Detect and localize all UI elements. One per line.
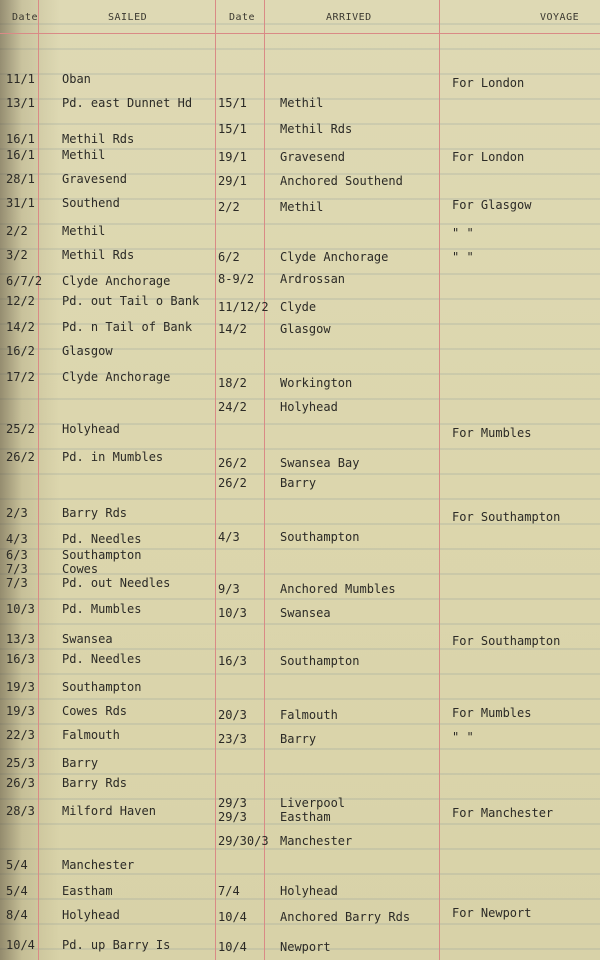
sailed-place: Holyhead bbox=[62, 908, 120, 922]
sailed-date: 5/4 bbox=[6, 858, 28, 872]
sailed-place: Methil bbox=[62, 224, 106, 238]
sailed-place: Barry Rds bbox=[62, 776, 128, 790]
arrived-place: Barry bbox=[280, 732, 317, 746]
sailed-date: 13/3 bbox=[6, 632, 35, 646]
sailed-place: Pd. out Needles bbox=[62, 576, 171, 590]
arrived-date: 10/4 bbox=[218, 910, 247, 924]
sailed-date: 6/3 bbox=[6, 548, 28, 562]
sailed-date: 7/3 bbox=[6, 562, 28, 576]
sailed-date: 16/3 bbox=[6, 652, 35, 666]
sailed-place: Barry Rds bbox=[62, 506, 128, 520]
sailed-date: 2/2 bbox=[6, 224, 28, 238]
sailed-place: Gravesend bbox=[62, 172, 128, 186]
arrived-date: 23/3 bbox=[218, 732, 247, 746]
sailed-place: Eastham bbox=[62, 884, 113, 898]
arrived-place: Barry bbox=[280, 476, 317, 490]
arrived-date: 29/3 bbox=[218, 810, 247, 824]
arrived-place: Holyhead bbox=[280, 884, 338, 898]
sailed-date: 16/1 bbox=[6, 132, 35, 146]
arrived-place: Manchester bbox=[280, 834, 353, 848]
arrived-date: 7/4 bbox=[218, 884, 240, 898]
arrived-place: Holyhead bbox=[280, 400, 338, 414]
sailed-date: 8/4 bbox=[6, 908, 28, 922]
header-rule bbox=[0, 33, 600, 34]
arrived-date: 15/1 bbox=[218, 96, 247, 110]
sailed-place: Pd. up Barry Is bbox=[62, 938, 171, 952]
sailed-date: 17/2 bbox=[6, 370, 35, 384]
sailed-date: 19/3 bbox=[6, 680, 35, 694]
voyage-note: For Manchester bbox=[452, 806, 554, 820]
sailed-date: 6/7/2 bbox=[6, 274, 43, 288]
voyage-note: " " bbox=[452, 250, 474, 264]
arrived-place: Workington bbox=[280, 376, 353, 390]
arrived-date: 16/3 bbox=[218, 654, 247, 668]
arrived-date: 20/3 bbox=[218, 708, 247, 722]
arrived-place: Anchored Barry Rds bbox=[280, 910, 411, 924]
arrived-place: Southampton bbox=[280, 530, 360, 544]
arrived-place: Gravesend bbox=[280, 150, 346, 164]
voyage-note: " " bbox=[452, 730, 474, 744]
sailed-date: 31/1 bbox=[6, 196, 35, 210]
sailed-place: Manchester bbox=[62, 858, 135, 872]
arrived-date: 10/3 bbox=[218, 606, 247, 620]
arrived-date: 26/2 bbox=[218, 456, 247, 470]
sailed-place: Pd. out Tail o Bank bbox=[62, 294, 200, 308]
sailed-place: Southampton bbox=[62, 680, 142, 694]
sailed-place: Pd. east Dunnet Hd bbox=[62, 96, 193, 110]
arrived-column-rule bbox=[439, 0, 440, 960]
arrived-place: Falmouth bbox=[280, 708, 338, 722]
sailed-place: Methil Rds bbox=[62, 248, 135, 262]
sailed-place: Pd. Needles bbox=[62, 532, 142, 546]
sailed-place: Oban bbox=[62, 72, 91, 86]
sailed-place: Methil bbox=[62, 148, 106, 162]
sailed-date: 5/4 bbox=[6, 884, 28, 898]
sailed-date: 26/3 bbox=[6, 776, 35, 790]
arrived-place: Clyde bbox=[280, 300, 317, 314]
sailed-place: Southampton bbox=[62, 548, 142, 562]
header-date-arrived: Date bbox=[229, 12, 256, 23]
voyage-note: For Newport bbox=[452, 906, 532, 920]
arrived-date: 14/2 bbox=[218, 322, 247, 336]
sailed-date: 7/3 bbox=[6, 576, 28, 590]
arrived-place: Anchored Mumbles bbox=[280, 582, 396, 596]
sailed-date: 16/1 bbox=[6, 148, 35, 162]
arrived-place: Methil bbox=[280, 96, 324, 110]
voyage-note: " " bbox=[452, 226, 474, 240]
sailed-date: 25/2 bbox=[6, 422, 35, 436]
sailed-place: Cowes bbox=[62, 562, 99, 576]
arrived-place: Methil bbox=[280, 200, 324, 214]
arrived-place: Southampton bbox=[280, 654, 360, 668]
sailed-date: 25/3 bbox=[6, 756, 35, 770]
sailed-date: 10/3 bbox=[6, 602, 35, 616]
header-voyage: VOYAGE bbox=[540, 12, 580, 23]
arrived-date: 9/3 bbox=[218, 582, 240, 596]
sailed-place: Pd. in Mumbles bbox=[62, 450, 164, 464]
voyage-note: For Southampton bbox=[452, 634, 561, 648]
sailed-place: Cowes Rds bbox=[62, 704, 128, 718]
arrived-date: 19/1 bbox=[218, 150, 247, 164]
header-arrived: ARRIVED bbox=[326, 12, 372, 23]
sailed-date: 26/2 bbox=[6, 450, 35, 464]
arrived-date: 29/1 bbox=[218, 174, 247, 188]
arrived-place: Liverpool bbox=[280, 796, 346, 810]
sailed-date: 11/1 bbox=[6, 72, 35, 86]
arrived-date: 18/2 bbox=[218, 376, 247, 390]
sailed-date: 12/2 bbox=[6, 294, 35, 308]
arrived-date: 8-9/2 bbox=[218, 272, 255, 286]
arrived-date: 11/12/2 bbox=[218, 300, 269, 314]
arrived-place: Swansea Bay bbox=[280, 456, 360, 470]
arrived-place: Ardrossan bbox=[280, 272, 346, 286]
sailed-date: 3/2 bbox=[6, 248, 28, 262]
sailed-place: Pd. Mumbles bbox=[62, 602, 142, 616]
sailed-place: Barry bbox=[62, 756, 99, 770]
sailed-place: Glasgow bbox=[62, 344, 113, 358]
sailed-column-rule bbox=[215, 0, 216, 960]
arrived-date: 2/2 bbox=[218, 200, 240, 214]
sailed-place: Methil Rds bbox=[62, 132, 135, 146]
arrived-date: 15/1 bbox=[218, 122, 247, 136]
arrived-date: 26/2 bbox=[218, 476, 247, 490]
sailed-place: Clyde Anchorage bbox=[62, 274, 171, 288]
sailed-date: 4/3 bbox=[6, 532, 28, 546]
sailed-place: Southend bbox=[62, 196, 120, 210]
sailed-date: 16/2 bbox=[6, 344, 35, 358]
voyage-note: For Glasgow bbox=[452, 198, 532, 212]
voyage-note: For Mumbles bbox=[452, 706, 532, 720]
arrived-place: Glasgow bbox=[280, 322, 331, 336]
voyage-note: For Southampton bbox=[452, 510, 561, 524]
sailed-place: Falmouth bbox=[62, 728, 120, 742]
arrived-date: 10/4 bbox=[218, 940, 247, 954]
sailed-date: 28/3 bbox=[6, 804, 35, 818]
arrived-date: 29/3 bbox=[218, 796, 247, 810]
sailed-date: 2/3 bbox=[6, 506, 28, 520]
arrived-date: 4/3 bbox=[218, 530, 240, 544]
sailed-place: Pd. n Tail of Bank bbox=[62, 320, 193, 334]
date-column-rule bbox=[38, 0, 39, 960]
arrived-place: Methil Rds bbox=[280, 122, 353, 136]
arrived-date: 24/2 bbox=[218, 400, 247, 414]
sailed-place: Clyde Anchorage bbox=[62, 370, 171, 384]
sailed-date: 22/3 bbox=[6, 728, 35, 742]
arrived-place: Eastham bbox=[280, 810, 331, 824]
sailed-place: Pd. Needles bbox=[62, 652, 142, 666]
arrived-place: Swansea bbox=[280, 606, 331, 620]
voyage-note: For London bbox=[452, 150, 525, 164]
sailed-place: Holyhead bbox=[62, 422, 120, 436]
sailed-date: 13/1 bbox=[6, 96, 35, 110]
voyage-note: For London bbox=[452, 76, 525, 90]
arrived-place: Newport bbox=[280, 940, 331, 954]
header-date-sailed: Date bbox=[12, 12, 39, 23]
sailed-place: Swansea bbox=[62, 632, 113, 646]
sailed-date: 14/2 bbox=[6, 320, 35, 334]
sailed-date: 19/3 bbox=[6, 704, 35, 718]
arrived-date: 29/30/3 bbox=[218, 834, 269, 848]
sailed-place: Milford Haven bbox=[62, 804, 156, 818]
sailed-date: 10/4 bbox=[6, 938, 35, 952]
sailed-date: 28/1 bbox=[6, 172, 35, 186]
arrived-place: Clyde Anchorage bbox=[280, 250, 389, 264]
voyage-note: For Mumbles bbox=[452, 426, 532, 440]
arrived-date: 6/2 bbox=[218, 250, 240, 264]
arrived-date-column-rule bbox=[264, 0, 265, 960]
header-sailed: SAILED bbox=[108, 12, 148, 23]
arrived-place: Anchored Southend bbox=[280, 174, 403, 188]
